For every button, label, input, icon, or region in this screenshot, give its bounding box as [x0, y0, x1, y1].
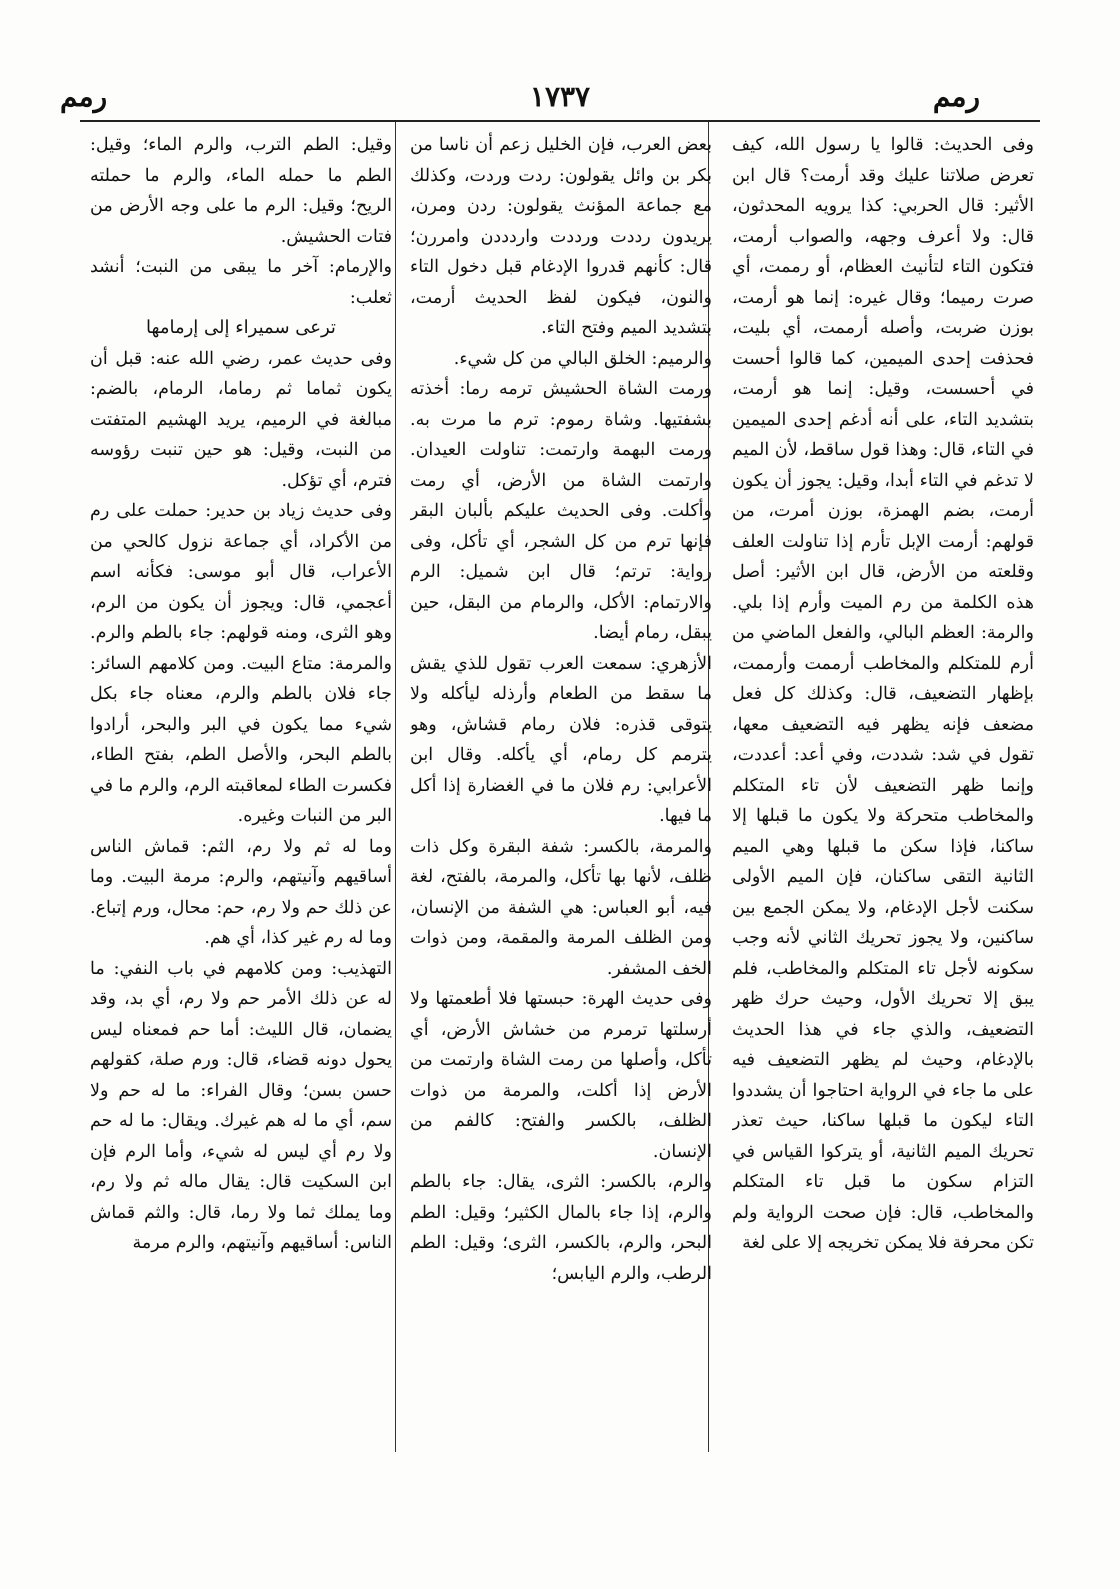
column-divider	[395, 122, 396, 1452]
paragraph: والرم، بالكسر: الثرى، يقال: جاء بالطم والرم، إذا جاء بالمال الكثير؛ وقيل: الطم البحر، والرم، بالكسر، الثرى؛ وقيل: الطم الرطب، والرم اليابس؛	[410, 1172, 712, 1284]
paragraph: بعض العرب، فإن الخليل زعم أن ناسا من بكر بن وائل يقولون: ردت وردت، وكذلك مع جماعة المؤنث يقولون: ردن ومرن، يريدون رددت ورددت واردددن وامررن؛ قال: كأنهم قدروا الإدغام قبل دخول التاء والنون، فيكون لفظ الحديث أرمت، بتشديد الميم وفتح التاء.	[410, 135, 712, 338]
text-column-1	[732, 130, 1034, 1450]
text-column-3	[90, 130, 392, 1450]
paragraph: ورمت الشاة الحشيش ترمه رما: أخذته بشفتيها. وشاة رموم: ترم ما مرت به. ورمت البهمة وارتمت: تناولت العيدان. وارتمت الشاة من الأرض، أي رمت وأكلت. وفى الحديث عليكم بألبان البقر فإنها ترم من كل الشجر، أي تأكل، وفى رواية: ترتم؛ قال ابن شميل: الرم والارتمام: الأكل، والرمام من البقل، حين يبقل، رمام أيضا.	[410, 379, 712, 643]
text-column-2	[410, 130, 712, 1450]
paragraph: وفى حديث زياد بن حدير: حملت على رم من الأكراد، أي جماعة نزول كالحي من الأعراب، قال أبو موسى: فكأنه اسم أعجمي، قال: ويجوز أن يكون من الرم، وهو الثرى، ومنه قولهم: جاء بالطم والرم. والمرمة: متاع البيت. ومن كلامهم السائر: جاء فلان بالطم والرم، معناه جاء بكل شيء مما يكون في البر والبحر، أرادوا بالطم البحر، والأصل الطم، بفتح الطاء، فكسرت الطاء لمعاقبته الرم، والرم ما في البر من النبات وغيره.	[90, 501, 392, 826]
paragraph: وفى الحديث: قالوا يا رسول الله، كيف تعرض صلاتنا عليك وقد أرمت؟ قال ابن الأثير: قال الحربي: كذا يرويه المحدثون، قال: ولا أعرف وجهه، والصواب أرمت، فتكون التاء لتأنيث العظام، أو رممت، أي صرت رميما؛ وقال غيره: إنما هو أرمت، بوزن ضربت، وأصله أرممت، أي بليت، فحذفت إحدى الميمين، كما قالوا أحست في أحسست، وقيل: إنما هو أرمت، بتشديد التاء، على أنه أدغم إحدى الميمين في التاء، قال: وهذا قول ساقط، لأن الميم لا تدغم في التاء أبدا، وقيل: يجوز أن يكون أرمت، بضم الهمزة، بوزن أمرت، من قولهم: أرمت الإبل تأرم إذا تناولت العلف وقلعته من الأرض، قال ابن الأثير: أصل هذه الكلمة من رم الميت وأرم إذا بلي. والرمة: العظم البالي، والفعل الماضي من أرم للمتكلم والمخاطب أرممت وأرممت، بإظهار التضعيف، قال: وكذلك كل فعل مضعف فإنه يظهر فيه التضعيف معها، تقول في شد: شددت، وفي أعد: أعددت، وإنما ظهر التضعيف لأن تاء المتكلم والمخاطب متحركة ولا يكون ما قبلها إلا ساكنا، فإذا سكن ما قبلها وهي الميم الثانية التقى ساكنان، فإن الميم الأولى سكنت لأجل الإدغام، ولا يمكن الجمع بين ساكنين، ولا يجوز تحريك الثاني لأنه وجب سكونه لأجل تاء المتكلم والمخاطب، فلم يبق إلا تحريك الأول، وحيث حرك ظهر التضعيف، والذي جاء في هذا الحديث بالإدغام، وحيث لم يظهر التضعيف فيه على ما جاء في الرواية احتاجوا أن يشددوا التاء ليكون ما قبلها ساكنا، حيث تعذر تحريك الميم الثانية، أو يتركوا القياس في التزام سكون ما قبل تاء المتكلم والمخاطب، قال: فإن صحت الرواية ولم تكن محرفة فلا يمكن تخريجه إلا على لغة	[732, 135, 1034, 1253]
running-headword-right: رمم	[932, 80, 980, 113]
poetry-verse: ترعى سميراء إلى إرمامها	[146, 317, 336, 338]
paragraph: التهذيب: ومن كلامهم في باب النفي: ما له عن ذلك الأمر حم ولا رم، أي بد، وقد يضمان، قال الليث: أما حم فمعناه ليس يحول دونه قضاء، قال: ورم صلة، كقولهم حسن بسن؛ وقال الفراء: ما له حم ولا سم، أي ما له هم غيرك. ويقال: ما له حم ولا رم أي ليس له شيء، وأما الرم فإن ابن السكيت قال: يقال ماله ثم ولا رم، وما يملك ثما ولا رما، قال: والثم قماش الناس: أساقيهم وآنيتهم، والرم مرمة	[90, 958, 392, 1253]
running-headword-left: رمم	[60, 80, 108, 113]
paragraph: وما له ثم ولا رم، الثم: قماش الناس أساقيهم وآنيتهم، والرم: مرمة البيت. وما عن ذلك حم ولا رم، حم: محال، ورم إتباع. وما له رم غير كذا، أي هم.	[90, 836, 392, 948]
paragraph: والإرمام: آخر ما يبقى من النبت؛ أنشد ثعلب:	[90, 257, 392, 308]
paragraph: والرميم: الخلق البالي من كل شيء.	[453, 348, 712, 369]
paragraph: والمرمة، بالكسر: شفة البقرة وكل ذات ظلف، لأنها بها تأكل، والمرمة، بالفتح، لغة فيه، أبو العباس: هي الشفة من الإنسان، ومن الظلف المرمة والمقمة، ومن ذوات الخف المشفر.	[410, 836, 712, 979]
header-rule	[80, 120, 1040, 122]
page-number: ١٧٣٧	[529, 80, 591, 113]
page-header	[0, 80, 1120, 120]
paragraph: وفى حديث عمر، رضي الله عنه: قبل أن يكون ثماما ثم رماما، الرمام، بالضم: مبالغة في الرميم، يريد الهشيم المتفتت من النبت، وقيل: هو حين تنبت رؤوسه فترم، أي تؤكل.	[90, 348, 392, 491]
paragraph: الأزهري: سمعت العرب تقول للذي يقش ما سقط من الطعام وأرذله ليأكله ولا يتوقى قذره: فلان رمام قشاش، وهو يترمم كل رمام، أي يأكله. وقال ابن الأعرابي: رم فلان ما في الغضارة إذا أكل ما فيها.	[410, 653, 712, 826]
paragraph: وفى حديث الهرة: حبستها فلا أطعمتها ولا أرسلتها ترمرم من خشاش الأرض، أي تأكل، وأصلها من رمت الشاة وارتمت من الأرض إذا أكلت، والمرمة من ذوات الظلف، بالكسر والفتح: كالفم من الإنسان.	[410, 989, 712, 1162]
paragraph: وقيل: الطم الترب، والرم الماء؛ وقيل: الطم ما حمله الماء، والرم ما حملته الريح؛ وقيل: الرم ما على وجه الأرض من فتات الحشيش.	[90, 135, 392, 247]
